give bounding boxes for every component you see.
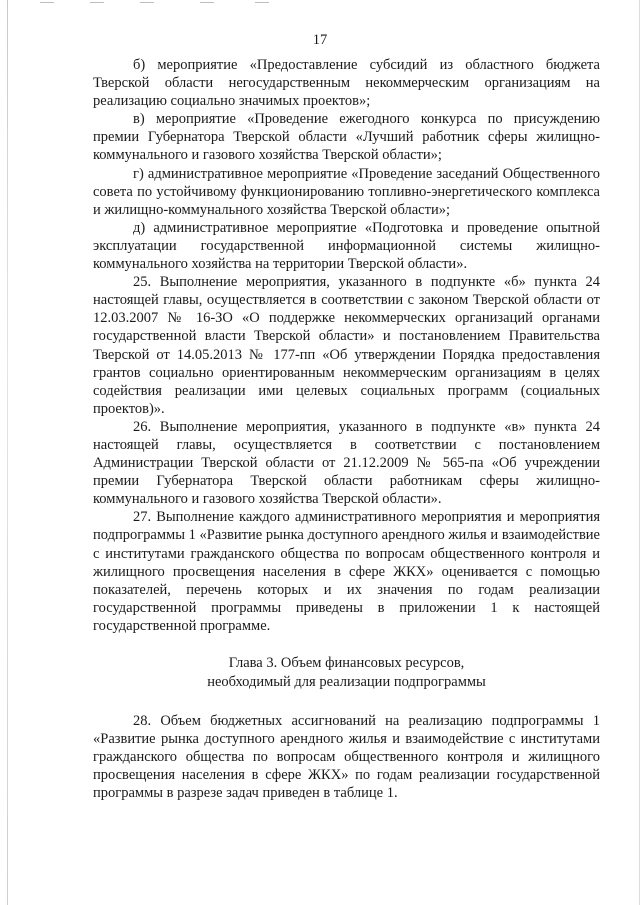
page-number: 17 [312,32,328,48]
document-body [93,56,600,802]
paragraph-25: 25. Выполнение мероприятия, указанного в подпункте «б» пункта 24 настоящей главы, осуществляется в соответствии с законом Тверской области от 12.03.2007 № 16-ЗО «О поддержке некоммерческих организаций органами государственной власти Тверской области» и постановлением Правительства Тверской от 14.05.2013 № 177-пп «Об утверждении Порядка предоставления грантов социально ориентированным некоммерческим организациям в целях содействия реализации ими целевых социальных программ (социальных проектов)». [93,274,600,417]
paragraph-26: 26. Выполнение мероприятия, указанного в подпункте «в» пункта 24 настоящей главы, осуществляется в соответствии с постановлением Администрации Тверской области от 21.12.2009 № 565-па «Об учреждении премии Губернатора Тверской области работникам сферы жилищно-коммунального и газового хозяйства Тверской области». [93,418,600,508]
paragraph-b: б) мероприятие «Предоставление субсидий из областного бюджета Тверской области негосударственным некоммерческим организациям на реализацию социально значимых проектов»; [93,57,600,110]
chapter-title-line-1: Глава 3. Объем финансовых ресурсов, [228,655,465,671]
scan-artifact [90,2,104,3]
paragraph-27: 27. Выполнение каждого административного мероприятия и мероприятия подпрограммы 1 «Развитие рынка доступного арендного жилья и взаимодействие с институтами гражданского общества по вопросам общественного контроля и жилищного просвещения населения в сфере ЖКХ» оценивается с помощью показателей, перечень которых и их значения по годам реализации государственной программы приведены в приложении 1 к настоящей государственной программе. [93,509,600,634]
chapter-title-line-2: необходимый для реализации подпрограммы [207,674,486,690]
paragraph-v: в) мероприятие «Проведение ежегодного конкурса по присуждению премии Губернатора Тверской области «Лучший работник сферы жилищно-коммунального и газового хозяйства Тверской области»; [93,111,600,164]
scan-artifact [140,2,154,3]
scan-edge [7,0,8,905]
chapter-heading [93,654,600,692]
paragraph-d: д) административное мероприятие «Подготовка и проведение опытной эксплуатации государственной информационной системы жилищно-коммунального хозяйства на территории Тверской области». [93,219,600,273]
scan-artifact [40,2,54,3]
scan-artifact [200,2,214,3]
paragraph-28: 28. Объем бюджетных ассигнований на реализацию подпрограммы 1 «Развитие рынка доступного арендного жилья и взаимодействие с институтами гражданского общества по вопросам общественного контроля и жилищного просвещения населения в сфере ЖКХ» по годам реализации государственной программы в разрезе задач приведен в таблице 1. [93,713,600,802]
paragraph-g: г) административное мероприятие «Проведение заседаний Общественного совета по устойчивому функционированию топливно-энергетического комплекса и жилищно-коммунального хозяйства Тверской области»; [93,165,600,218]
scan-artifact [255,2,269,3]
